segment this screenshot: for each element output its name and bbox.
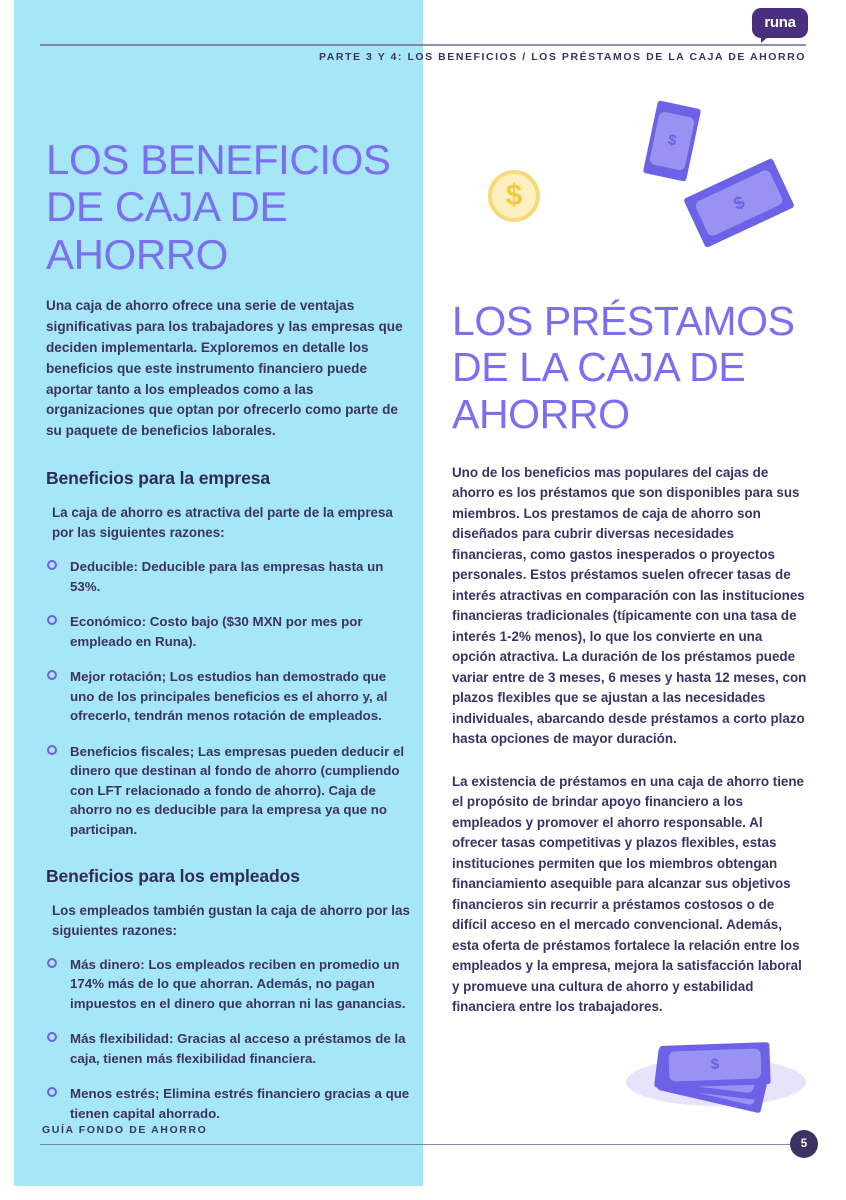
footer-divider — [40, 1144, 806, 1146]
banknote-icon — [643, 100, 701, 182]
list-item-text: Deducible: Deducible para las empresas hasta un 53%. — [70, 559, 384, 594]
bullet-list-company — [46, 557, 411, 839]
bullet-ring-icon — [47, 1032, 57, 1042]
runa-logo — [752, 8, 808, 38]
list-item-text: Más dinero: Los empleados reciben en promedio un 174% más de lo que ahorran. Además, no pagan impuestos en el dinero que ahorran ni las ganancias. — [70, 956, 406, 1011]
bullet-list-employees — [46, 955, 411, 1124]
section-heading-company: Beneficios para la empresa — [46, 467, 271, 488]
coin-icon: $ — [488, 170, 540, 222]
list-item-text: Más flexibilidad: Gracias al acceso a préstamos de la caja, tienen más flexibilidad financiera. — [70, 1031, 406, 1066]
list-item — [46, 557, 411, 596]
list-item-text: Beneficios fiscales; Las empresas pueden deducir el dinero que destinan al fondo de ahorro (cumpliendo con LFT relacionado a fondo de ahorro). Caja de ahorro no es deducible para la empresa ya que no participan. — [70, 743, 405, 837]
page-number-badge: 5 — [790, 1130, 818, 1158]
header-title: PARTE 3 Y 4: LOS BENEFICIOS / LOS PRÉSTAMOS DE LA CAJA DE AHORRO — [319, 51, 806, 63]
bullet-ring-icon — [47, 745, 57, 755]
list-item — [46, 667, 411, 726]
bullet-ring-icon — [47, 958, 57, 968]
footer-title: GUÍA FONDO DE AHORRO — [42, 1124, 208, 1136]
list-item — [46, 1029, 411, 1068]
banknote-icon — [683, 158, 795, 248]
section-lead-employees: Los empleados también gustan la caja de ahorro por las siguientes razones: — [52, 902, 410, 938]
list-item — [46, 612, 411, 651]
page-title-right: LOS PRÉSTAMOS DE LA CAJA DE AHORRO — [452, 298, 795, 437]
bullet-ring-icon — [47, 560, 57, 570]
list-item-text: Menos estrés; Elimina estrés financiero gracias a que tienen capital ahorrado. — [70, 1086, 410, 1121]
banknote-icon — [659, 1042, 770, 1088]
list-item — [46, 742, 411, 840]
list-item — [46, 955, 411, 1014]
logo-text: runa — [764, 14, 796, 31]
intro-paragraph: Una caja de ahorro ofrece una serie de ventajas significativas para los trabajadores y las empresas que deciden implementarla. Exploremos en detalle los beneficios que este instrumento financiero puede aportar tanto a los empleados como a las organizaciones que optan por ofrecerlo como parte de su paquete de beneficios laborales. — [46, 298, 403, 439]
bullet-ring-icon — [47, 615, 57, 625]
bullet-ring-icon — [47, 1087, 57, 1097]
right-column — [452, 298, 807, 1018]
left-column — [46, 136, 411, 1139]
loans-paragraph-1: Uno de los beneficios mas populares del cajas de ahorro es los préstamos que son disponibles para sus miembros. Los prestamos de caja de ahorro son diseñados para cubrir diversas necesidades financieras, como gastos inesperados o proyectos personales. Estos préstamos suelen ofrecer tasas de interés atractivas en comparación con las instituciones financieras tradicionales (típicamente con una tasa de interés 1-2% menos), lo que los convierte en una opción atractiva. La duración de los préstamos puede variar entre de 3 meses, 6 meses y hasta 12 meses, con plazos flexibles que se ajustan a las necesidades individuales, abarcando desde préstamos a corto plazo hasta opciones de mayor duración. — [452, 464, 807, 747]
banknote-symbol: $ — [648, 111, 695, 171]
banknote-symbol: $ — [668, 1048, 761, 1081]
page-title-left: LOS BENEFICIOS DE CAJA DE AHORRO — [46, 136, 391, 278]
banknote-symbol: $ — [693, 168, 784, 238]
bullet-ring-icon — [47, 670, 57, 680]
loans-paragraph-2: La existencia de préstamos en una caja de ahorro tiene el propósito de brindar apoyo financiero a los empleados y promover el ahorro responsable. Al ofrecer tasas competitivas y plazos flexibles, estas instituciones permiten que los miembros obtengan financiamiento asequible para alcanzar sus objetivos financieros sin recurrir a préstamos costosos o de difícil acceso en el mercado convencional. Además, esta oferta de préstamos fortalece la relación entre los empleados y la empresa, mejora la satisfacción laboral y promueve una cultura de ahorro y estabilidad financiera entre los trabajadores. — [452, 773, 805, 1015]
list-item — [46, 1084, 411, 1123]
section-heading-employees: Beneficios para los empleados — [46, 865, 300, 886]
list-item-text: Económico: Costo bajo ($30 MXN por mes por empleado en Runa). — [70, 614, 363, 649]
header-divider — [40, 44, 806, 46]
section-lead-company: La caja de ahorro es atractiva del parte de la empresa por las siguientes razones: — [52, 504, 393, 541]
list-item-text: Mejor rotación; Los estudios han demostrado que uno de los principales beneficios es el ahorro y, al ofrecerlo, tendrán menos rotación de empleados. — [70, 669, 388, 724]
